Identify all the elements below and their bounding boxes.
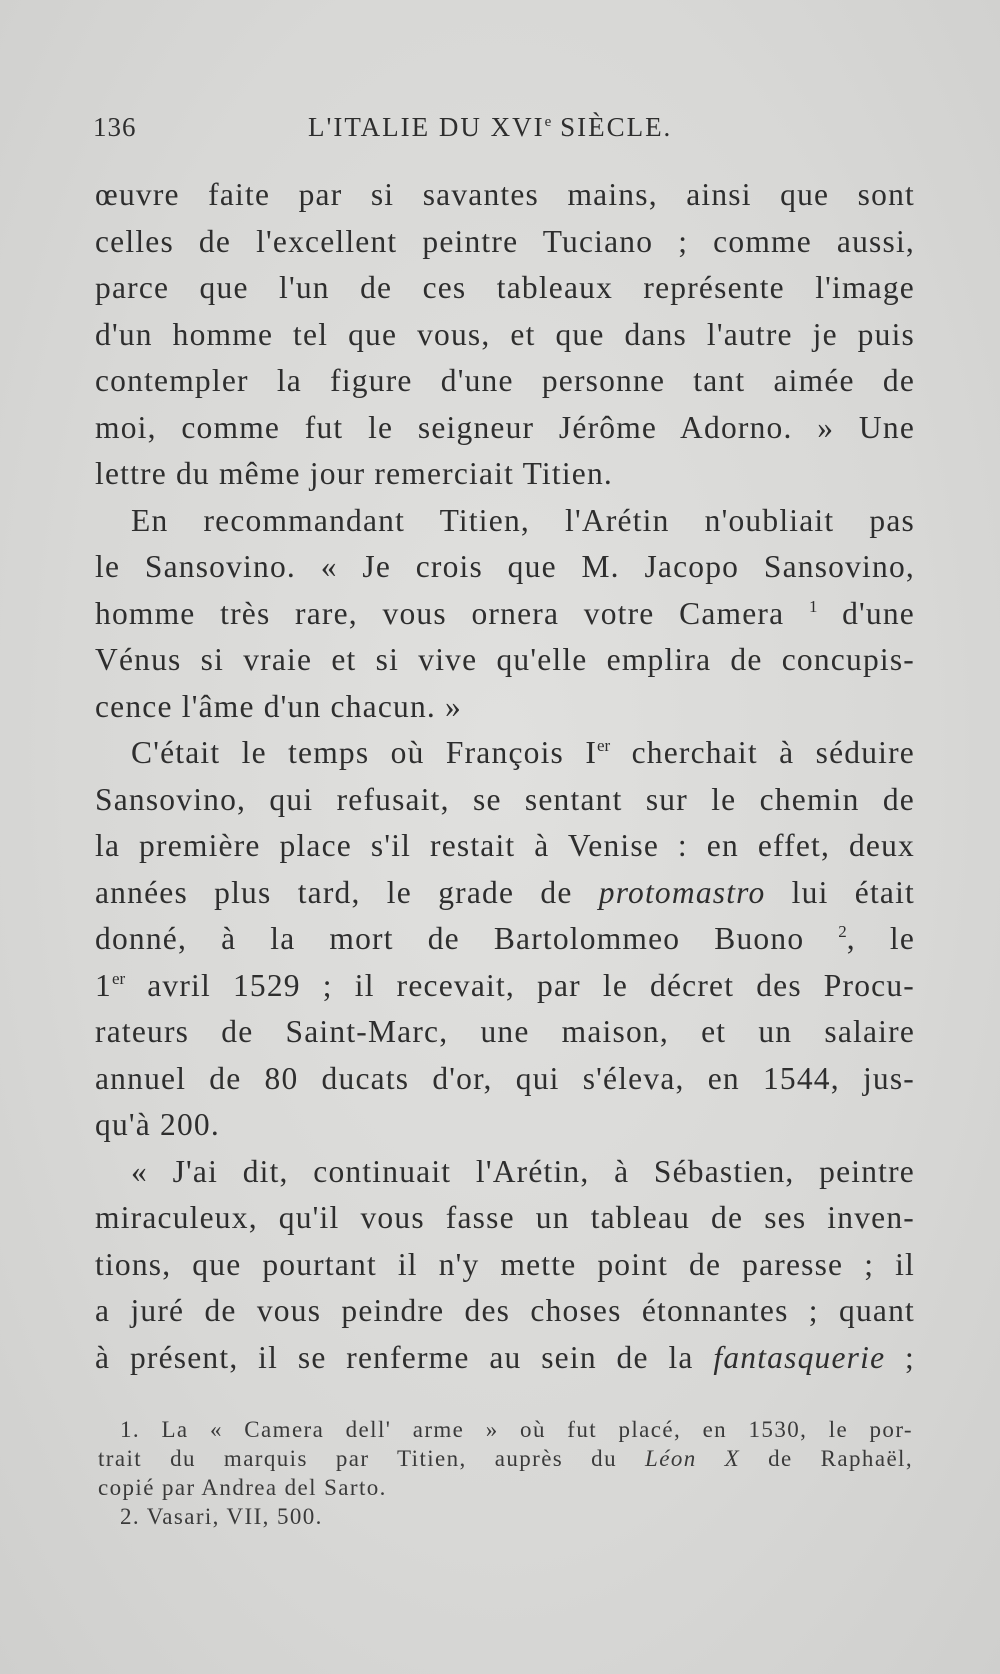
text-line: 1er avril 1529 ; il recevait, par le décret des Procu- bbox=[95, 967, 915, 1003]
footnote-1-cont: trait du marquis par Titien, auprès du Léon X de Raphaël, bbox=[98, 1446, 913, 1471]
running-title-end: SIÈCLE. bbox=[551, 112, 673, 142]
text-line: contempler la figure d'une personne tant aimée de bbox=[95, 363, 915, 398]
text-line: parce que l'un de ces tableaux représente l'image bbox=[95, 270, 915, 305]
footnote-ref-2: 2 bbox=[838, 922, 847, 941]
text-line: qu'à 200. bbox=[95, 1107, 220, 1142]
text-line: œuvre faite par si savantes mains, ainsi que sont bbox=[95, 177, 915, 212]
paragraph-start-line: En recommandant Titien, l'Arétin n'oubliait pas bbox=[131, 502, 915, 538]
superscript: er bbox=[597, 736, 611, 755]
text-line: homme très rare, vous ornera votre Camera $^1$ d'une bbox=[95, 595, 915, 631]
text-line: lettre du même jour remerciait Titien. bbox=[95, 456, 613, 491]
text-line: moi, comme fut le seigneur Jérôme Adorno. » Une bbox=[95, 409, 915, 445]
text-line: Sansovino, qui refusait, se sentant sur le chemin de bbox=[95, 781, 915, 817]
text-line: à présent, il se renferme au sein de la fantasquerie ; bbox=[95, 1339, 915, 1375]
main-text bbox=[95, 172, 915, 1381]
text-line: années plus tard, le grade de protomastro lui était bbox=[95, 874, 915, 910]
italic-title: Léon X bbox=[645, 1446, 741, 1471]
page-number: 136 bbox=[93, 112, 137, 142]
footnote-2: 2. Vasari, VII, 500. bbox=[120, 1504, 323, 1529]
italic-term: fantasquerie bbox=[713, 1339, 886, 1375]
footnotes bbox=[98, 1415, 913, 1531]
italic-term: protomastro bbox=[598, 874, 766, 910]
footnote-1: 1. La « Camera dell' arme » où fut placé, en 1530, le por- bbox=[120, 1417, 913, 1442]
text-line: tions, que pourtant il n'y mette point de paresse ; il bbox=[95, 1246, 915, 1282]
text-line: Vénus si vraie et si vive qu'elle emplira de concupis- bbox=[95, 642, 915, 677]
text-line: d'un homme tel que vous, et que dans l'autre je puis bbox=[95, 316, 915, 352]
text-line: miraculeux, qu'il vous fasse un tableau de ses inven- bbox=[95, 1200, 915, 1235]
text-line: a juré de vous peindre des choses étonnantes ; quant bbox=[95, 1293, 915, 1328]
footnote-ref-1: 1 bbox=[808, 596, 818, 616]
text-line: le Sansovino. « Je crois que M. Jacopo Sansovino, bbox=[95, 549, 915, 584]
running-title-main: L'ITALIE DU XVI bbox=[308, 112, 545, 142]
paragraph-start-line: « J'ai dit, continuait l'Arétin, à Sébastien, peintre bbox=[131, 1153, 915, 1189]
text-line: celles de l'excellent peintre Tuciano ; comme aussi, bbox=[95, 223, 915, 259]
running-title bbox=[308, 112, 672, 143]
text-line: donné, à la mort de Bartolommeo Buono $^2$, le bbox=[95, 921, 915, 956]
text-line: cence l'âme d'un chacun. » bbox=[95, 688, 463, 724]
paragraph-start-line: C'était le temps où François Ier cherchait à séduire bbox=[131, 735, 915, 770]
running-header bbox=[93, 112, 908, 152]
text-line: rateurs de Saint-Marc, une maison, et un salaire bbox=[95, 1014, 915, 1049]
text-line: la première place s'il restait à Venise : en effet, deux bbox=[95, 828, 915, 863]
superscript: er bbox=[111, 968, 126, 988]
footnote-1-end: copié par Andrea del Sarto. bbox=[98, 1475, 387, 1500]
text-line: annuel de 80 ducats d'or, qui s'éleva, en 1544, jus- bbox=[95, 1060, 915, 1096]
running-title-superscript: e bbox=[544, 114, 552, 130]
